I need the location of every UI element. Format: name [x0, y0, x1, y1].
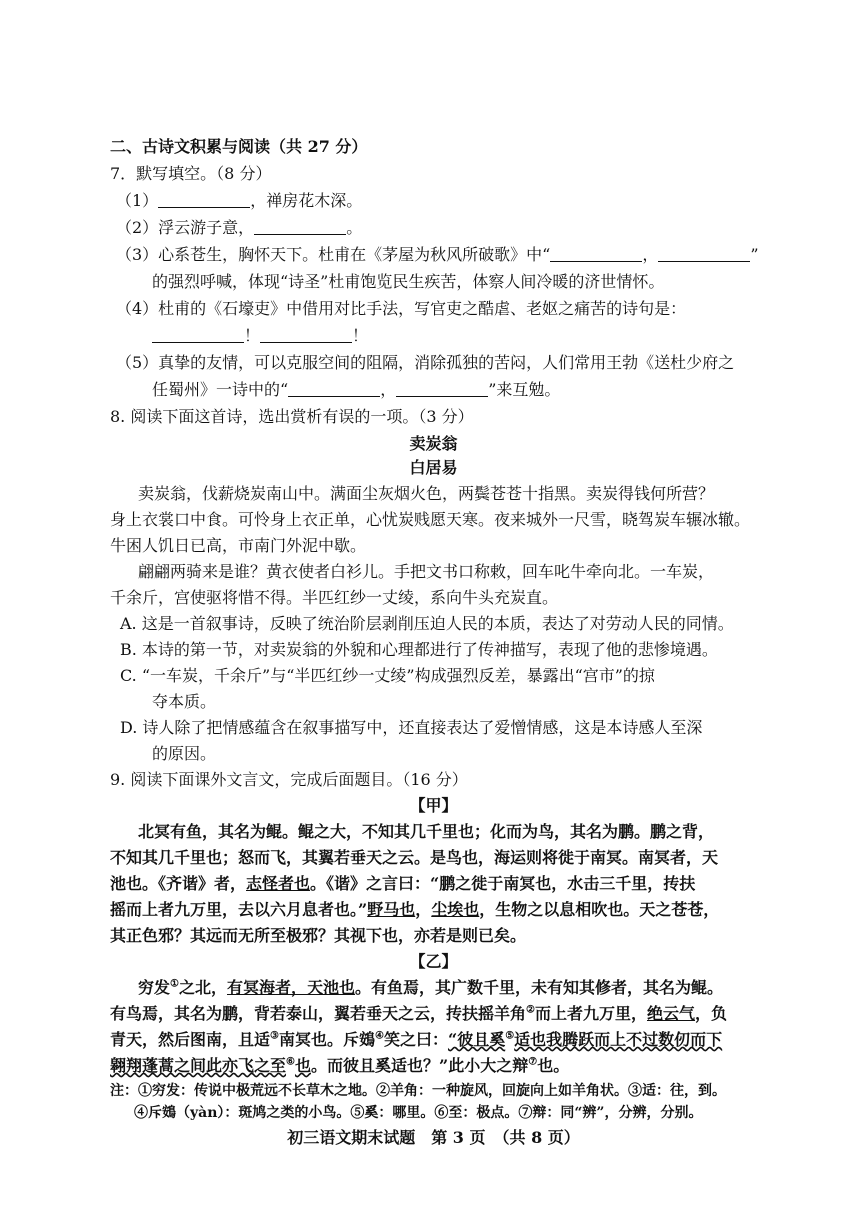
q7-5-end: ”来互勉。	[488, 380, 561, 399]
yi-wavy-underlined-phrase: 也	[294, 1056, 311, 1075]
yi-text: 也。	[537, 1056, 570, 1075]
q9-stem: 9. 阅读下面课外文言文，完成后面题目。（16 分）	[110, 770, 468, 789]
yi-text: 而上者九万里，	[534, 1004, 647, 1023]
yi-wavy-underlined-phrase: 适也我腾跃而上不过数仞而下	[514, 1030, 723, 1049]
yi-underlined-phrase: 绝云气	[647, 1004, 696, 1023]
jia-text: 摇而上者九万里，去以六月息者也。”	[110, 900, 368, 919]
q7-4-excl-2: ！	[352, 326, 369, 345]
section-title: 二、古诗文积累与阅读（共 27 分）	[110, 137, 368, 156]
notes-line: ④斥鴳（yàn）：斑鸠之类的小鸟。⑤奚：哪里。⑥至：极点。⑦辩：同“辨”，分辨，分别。	[134, 1105, 703, 1121]
poem-line: 卖炭翁，伐薪烧炭南山中。满面尘灰烟火色，两鬓苍苍十指黑。卖炭得钱何所营？	[138, 484, 715, 503]
q7-item-3-line1	[116, 244, 759, 266]
q7-2-blank[interactable]	[254, 218, 346, 235]
yi-line	[110, 1029, 722, 1051]
q7-3-quote-end: ”	[750, 245, 759, 264]
footnote-marker: ④	[375, 1030, 384, 1042]
poem-line: 身上衣裳口中食。可怜身上衣正单，心忧炭贱愿天寒。夜来城外一尺雪，晓驾炭车辗冰辙。	[110, 510, 751, 529]
q7-5-blank-2[interactable]	[396, 380, 488, 397]
q7-5-text: 任蜀州》一诗中的“	[152, 380, 289, 399]
q7-item-1	[116, 190, 362, 212]
q7-item-3-line2: 的强烈呼喊，体现“诗圣”杜甫饱览民生疾苦，体察人间冷暖的济世情怀。	[152, 272, 665, 291]
poem-line: 翩翩两骑来是谁？黄衣使者白衫儿。手把文书口称敕，回车叱牛牵向北。一车炭，	[138, 562, 715, 581]
q7-item-4-line2	[152, 325, 368, 347]
jia-heading: 【甲】	[409, 796, 458, 815]
yi-heading: 【乙】	[409, 952, 458, 971]
jia-line	[110, 873, 695, 895]
yi-text: 青天，然后图南，且适	[110, 1030, 271, 1049]
yi-text: 笑之曰：	[383, 1030, 448, 1049]
poem-line: 千余斤，宫使驱将惜不得。半匹红纱一丈绫，系向牛头充炭直。	[110, 588, 559, 607]
q7-1-text: ，禅房花木深。	[250, 191, 363, 210]
jia-line	[110, 899, 719, 921]
footnote-marker: ②	[526, 1004, 535, 1016]
footnote-marker: ①	[170, 978, 179, 990]
q7-3-text: （3）心系苍生，胸怀天下。杜甫在《茅屋为秋风所破歌》中“	[116, 245, 551, 264]
q7-4-blank-2[interactable]	[260, 326, 352, 343]
yi-underlined-phrase: 有冥海者，天池也	[227, 978, 356, 997]
q7-4-excl-1: ！	[244, 326, 261, 345]
q7-item-5-line2	[152, 379, 560, 401]
jia-line: 其正色邪？其远而无所至极邪？其视下也，亦若是则已矣。	[110, 926, 527, 945]
jia-line: 北冥有鱼，其名为鲲。鲲之大，不知其几千里也；化而为鸟，其名为鹏。鹏之背，	[138, 822, 715, 841]
jia-line: 不知其几千里也；怒而飞，其翼若垂天之云。是鸟也，海运则将徙于南冥。南冥者，天	[110, 848, 719, 867]
q8-option-d[interactable]: D. 诗人除了把情感蕴含在叙事描写中，还直接表达了爱憎情感，这是本诗感人至深	[120, 718, 703, 737]
q8-option-c[interactable]: C. “一车炭，千余斤”与“半匹红纱一丈绫”构成强烈反差，暴露出“宫市”的掠	[120, 666, 655, 685]
page-footer: 初三语文期末试题 第 3 页 （共 8 页）	[287, 1128, 580, 1147]
jia-underlined-phrase: 志怪者也	[246, 874, 311, 893]
yi-text: ，负	[695, 1004, 728, 1023]
yi-wavy-underlined-phrase: “彼且奚	[447, 1030, 506, 1049]
jia-text: ，生物之以息相吹也。天之苍苍，	[479, 900, 720, 919]
jia-text: 。《谐》之言曰：“鹏之徙于南冥也，水击三千里，抟扶	[310, 874, 696, 893]
q7-3-blank-2[interactable]	[658, 245, 750, 262]
q8-option-b[interactable]: B. 本诗的第一节，对卖炭翁的外貌和心理都进行了传神描写，表现了他的悲惨境遇。	[120, 640, 718, 659]
yi-text: 之北，	[178, 978, 227, 997]
q7-item-2	[116, 217, 362, 239]
q7-item-4-line1: （4）杜甫的《石壕吏》中借用对比手法，写官吏之酷虐、老妪之痛苦的诗句是：	[116, 299, 687, 318]
notes-line: 注：①穷发：传说中极荒远不长草木之地。②羊角：一种旋风，回旋向上如羊角状。③适：往，到。	[110, 1083, 726, 1099]
poem-title: 卖炭翁	[409, 434, 458, 453]
q7-item-5-line1: （5）真挚的友情，可以克服空间的阻隔，消除孤独的苦闷，人们常用王勃《送杜少府之	[116, 353, 735, 372]
q8-option-d-cont: 的原因。	[152, 744, 217, 763]
footnote-marker: ⑦	[528, 1056, 538, 1068]
q7-5-comma: ，	[380, 380, 397, 399]
q8-stem: 8. 阅读下面这首诗，选出赏析有误的一项。（3 分）	[110, 407, 474, 426]
yi-line	[138, 977, 723, 999]
yi-text: 。而彼且奚适也？”此小大之辩	[311, 1056, 529, 1075]
q7-2-text: （2）浮云游子意，	[116, 218, 255, 237]
poem-author: 白居易	[409, 458, 458, 477]
jia-text: ，	[415, 900, 432, 919]
q8-option-c-cont: 夺本质。	[152, 692, 217, 711]
q7-3-comma: ，	[642, 245, 659, 264]
yi-text: 南冥也。斥鴳	[278, 1030, 375, 1049]
q7-1-blank[interactable]	[158, 191, 250, 208]
q7-5-blank-1[interactable]	[288, 380, 380, 397]
jia-text: 池也。《齐谐》者，	[110, 874, 247, 893]
yi-text: 穷发	[138, 978, 171, 997]
q7-4-blank-1[interactable]	[152, 326, 244, 343]
yi-text: 有鸟焉，其名为鹏，背若泰山，翼若垂天之云，抟扶摇羊角	[110, 1004, 527, 1023]
jia-underlined-phrase: 野马也	[367, 900, 416, 919]
yi-text: 。有鱼焉，其广数千里，未有知其修者，其名为鲲。	[355, 978, 724, 997]
q7-1-number: （1）	[116, 191, 159, 210]
q7-2-end: 。	[346, 218, 363, 237]
footnote-marker: ⑥	[286, 1056, 295, 1068]
footnote-marker: ⑤	[505, 1030, 515, 1042]
q8-option-a[interactable]: A. 这是一首叙事诗，反映了统治阶层剥削压迫人民的本质，表达了对劳动人民的同情。	[120, 614, 734, 633]
footnote-marker: ③	[270, 1030, 279, 1042]
yi-wavy-underlined-phrase: 翱翔蓬蒿之间此亦飞之至	[110, 1056, 287, 1075]
q7-stem: 7．默写填空。（8 分）	[110, 164, 272, 183]
q7-3-blank-1[interactable]	[550, 245, 642, 262]
yi-line	[110, 1055, 569, 1077]
poem-line: 牛困人饥日已高，市南门外泥中歇。	[110, 536, 367, 555]
jia-underlined-phrase: 尘埃也	[431, 900, 480, 919]
yi-line	[110, 1003, 727, 1025]
